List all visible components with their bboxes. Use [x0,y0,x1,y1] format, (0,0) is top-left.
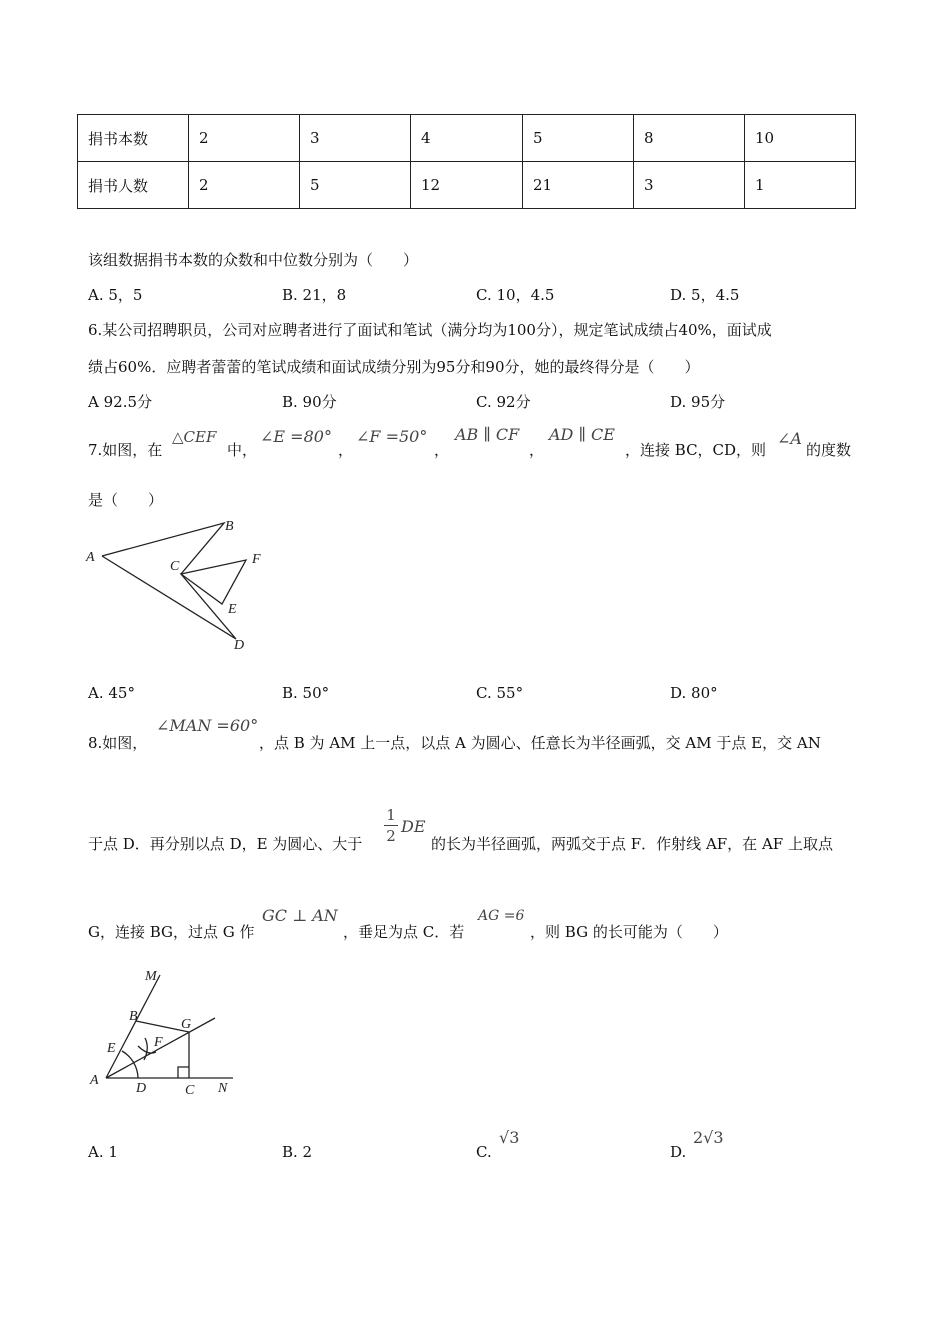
label-c: C [185,1083,195,1098]
q7-angle-e: ∠E =80° [260,427,332,446]
q8-line-3b: ，垂足为点 C．若 [343,923,465,941]
q7-text-5: ， [529,441,545,459]
table-cell: 12 [411,162,523,209]
table-cell: 5 [523,115,634,162]
q8-line-3c: ，则 BG 的长可能为（ ） [530,923,728,941]
q8-option-d: D. [670,1143,687,1161]
q6-option-a: A 92.5分 [88,393,152,411]
q7-text-1: 7.如图，在 [88,441,163,459]
fraction [384,806,398,845]
q7-parallel-ab-cf: AB ∥ CF [455,425,520,444]
table-cell: 10 [745,115,856,162]
q7-option-d: D. 80° [670,684,718,702]
label-a: A [86,550,95,565]
q8-option-c-value: √3 [499,1128,520,1147]
q5-option-d: D. 5，4.5 [670,286,740,304]
q5-stem: 该组数据捐书本数的众数和中位数分别为（ ） [88,251,419,269]
q7-text-2: 中， [227,441,258,459]
q7-option-c: C. 55° [476,684,524,702]
q7-option-a: A. 45° [88,684,135,702]
label-e: E [228,602,237,617]
q8-line-2a: 于点 D．再分别以点 D，E 为圆心、大于 [88,835,363,853]
q7-figure [80,510,280,660]
q8-line-2b: 的长为半径画弧，两弧交于点 F．作射线 AF，在 AF 上取点 [431,835,833,853]
q5-option-b: B. 21，8 [282,286,347,304]
label-f: F [252,552,261,567]
q8-option-a: A. 1 [88,1143,118,1161]
book-donation-table [77,114,856,209]
table-cell: 4 [411,115,523,162]
label-n: N [218,1081,228,1096]
q8-option-c: C. [476,1143,492,1161]
table-cell: 21 [523,162,634,209]
q6-option-b: B. 90分 [282,393,337,411]
table-cell: 捐书人数 [78,162,189,209]
label-c: C [170,559,180,574]
table-row [78,162,856,209]
table-cell: 2 [189,115,300,162]
q6-line-1: 6.某公司招聘职员，公司对应聘者进行了面试和笔试（满分均为100分），规定笔试成绩占40%，面试成 [88,321,772,339]
label-b: B [129,1009,138,1024]
label-d: D [234,638,245,653]
table-row [78,115,856,162]
q7-parallel-ad-ce: AD ∥ CE [549,425,615,444]
label-f: F [154,1035,163,1050]
right-angle-mark [178,1067,189,1078]
label-a: A [90,1073,99,1088]
q8-line-3a: G，连接 BG，过点 G 作 [88,923,255,941]
q8-figure [82,960,252,1100]
q8-angle-man: ∠MAN =60° [156,716,259,735]
label-b: B [225,519,234,534]
q7-angle-a: ∠A [777,429,802,448]
fraction-bar [384,825,398,826]
table-cell: 3 [300,115,411,162]
label-g: G [181,1017,192,1032]
q8-perpendicular: GC ⊥ AN [262,906,338,925]
q5-option-a: A. 5，5 [88,286,143,304]
q7-text-4: ， [434,441,450,459]
q7-angle-f: ∠F =50° [356,427,428,446]
q8-option-b: B. 2 [282,1143,313,1161]
q8-text-2: ，点 B 为 AM 上一点，以点 A 为圆心、任意长为半径画弧，交 AM 于点 E，交 AN [259,734,821,752]
fraction-denominator: 2 [386,827,396,845]
q5-option-c: C. 10，4.5 [476,286,555,304]
q7-text-3: ， [338,441,354,459]
label-e: E [107,1041,116,1056]
q8-option-d-value: 2√3 [693,1128,724,1147]
table-cell: 2 [189,162,300,209]
table-cell: 8 [634,115,745,162]
table-cell: 3 [634,162,745,209]
table-cell: 5 [300,162,411,209]
label-m: M [145,969,157,984]
q7-line-2: 是（ ） [88,491,164,509]
label-d: D [136,1081,147,1096]
fraction-numerator: 1 [386,806,396,824]
q6-option-c: C. 92分 [476,393,531,411]
q7-text-6: ，连接 BC，CD，则 [625,441,767,459]
fraction-variable: DE [401,817,426,836]
triangle-cef [181,560,246,604]
q7-triangle-cef: △CEF [172,428,217,446]
table-cell: 1 [745,162,856,209]
table-cell: 捐书本数 [78,115,189,162]
q6-option-d: D. 95分 [670,393,726,411]
q7-option-b: B. 50° [282,684,330,702]
q8-ag-value: AG =6 [478,908,525,924]
q8-text-1: 8.如图， [88,734,148,752]
quadrilateral-abcd [102,523,236,639]
q6-line-2: 绩占60%．应聘者蕾蕾的笔试成绩和面试成绩分别为95分和90分，她的最终得分是（ ） [88,358,700,376]
q7-text-7: 的度数 [806,441,852,459]
